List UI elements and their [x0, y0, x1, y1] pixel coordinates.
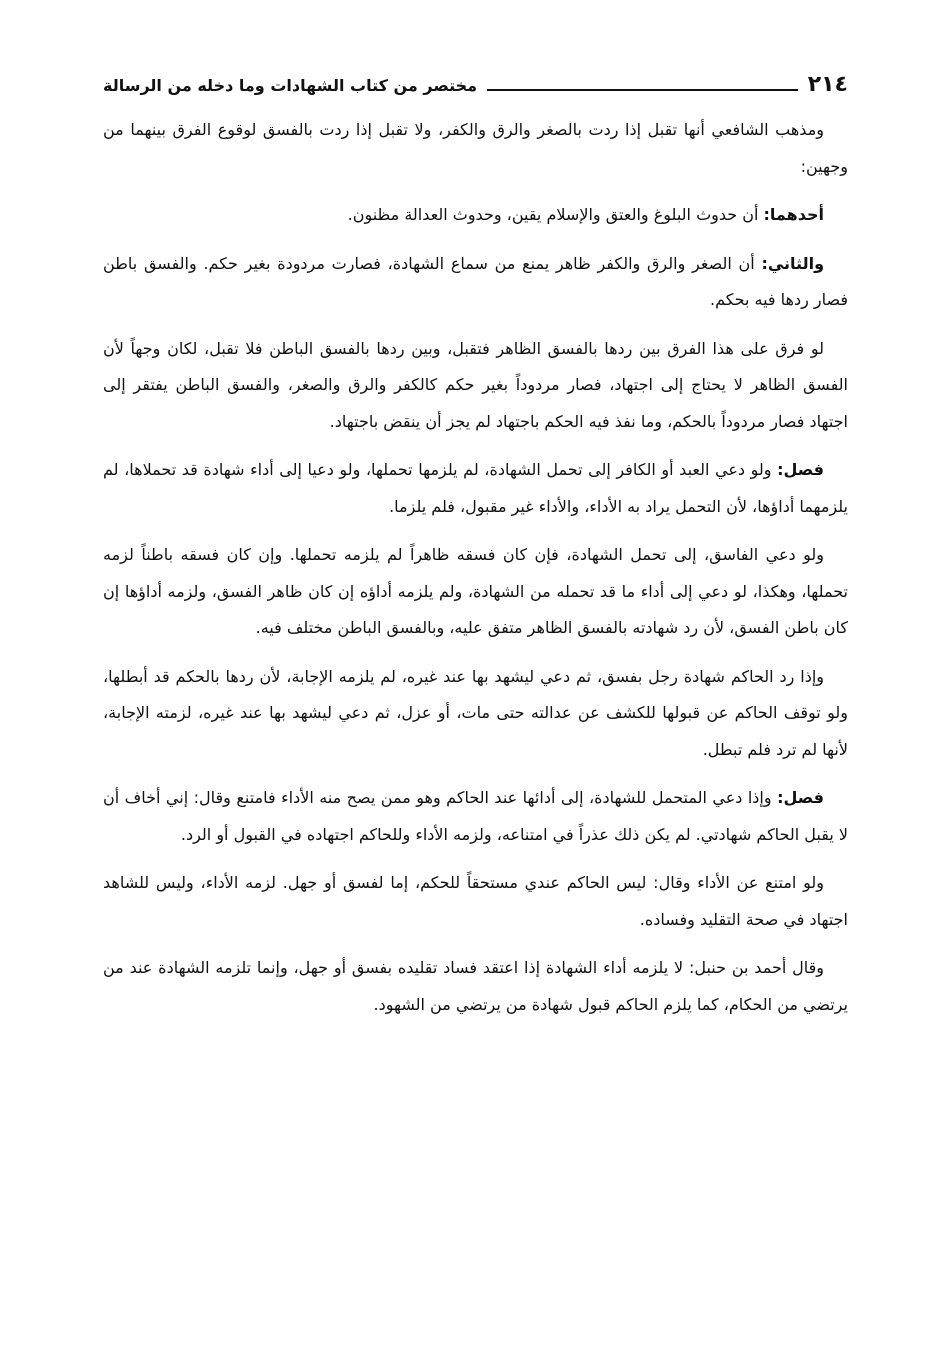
paragraph-text: ومذهب الشافعي أنها تقبل إذا ردت بالصغر والرق والكفر، ولا تقبل إذا ردت بالفسق لوقوع الفرق بينهما من وجهين: — [103, 120, 848, 176]
page-header — [103, 62, 848, 98]
header-rule — [487, 89, 798, 91]
paragraph-text: وإذا رد الحاكم شهادة رجل بفسق، ثم دعي ليشهد بها عند غيره، لم يلزمه الإجابة، لأن ردها بالحكم قد أبطلها، ولو توقف الحاكم عن قبولها للكشف عن عدالته حتى مات، أو عزل، ثم دعي ليشهد بها عند غيره، لزمته الإجابة، لأنها لم ترد فلم تبطل. — [103, 666, 848, 759]
lead-word: أحدهما: — [763, 205, 824, 224]
paragraph — [103, 112, 848, 185]
lead-word: فصل: — [777, 460, 825, 479]
paragraph — [103, 659, 848, 769]
lead-word: فصل: — [777, 788, 824, 807]
paragraph-text: وإذا دعي المتحمل للشهادة، إلى أدائها عند الحاكم وهو ممن يصح منه الأداء فامتنع وقال: إني أخاف أن لا يقبل الحاكم شهادتي. لم يكن ذلك عذراً في امتناعه، ولزمه الأداء وللحاكم اجتهاده في القبول أو الرد. — [103, 788, 848, 844]
paragraph — [103, 780, 848, 853]
paragraph — [103, 246, 848, 319]
page-number: ٢١٤ — [807, 72, 848, 97]
paragraph-text: ولو دعي العبد أو الكافر إلى تحمل الشهادة، لم يلزمها تحملها، ولو دعيا إلى أداء شهادة قد تحملاها، لم يلزمهما أداؤها، لأن التحمل يراد به الأداء، والأداء غير مقبول، فلم يلزما. — [103, 460, 848, 516]
paragraph-text: وقال أحمد بن حنبل: لا يلزمه أداء الشهادة إذا اعتقد فساد تقليده بفسق أو جهل، وإنما تلزمه الشهادة عند من يرتضي من الحكام، كما يلزم الحاكم قبول شهادة من يرتضي من الشهود. — [103, 958, 848, 1014]
paragraph — [103, 197, 848, 234]
paragraph-text: أن الصغر والرق والكفر ظاهر يمنع من سماع الشهادة، فصارت مردودة بغير حكم. والفسق باطن فصار ردها فيه بحكم. — [103, 253, 848, 309]
running-title: مختصر من كتاب الشهادات وما دخله من الرسالة — [103, 76, 478, 95]
body-text — [103, 112, 848, 1035]
paragraph-text: أن حدوث البلوغ والعتق والإسلام يقين، وحدوث العدالة مظنون. — [347, 205, 759, 224]
paragraph — [103, 331, 848, 441]
paragraph-text: ولو امتنع عن الأداء وقال: ليس الحاكم عندي مستحقاً للحكم، إما لفسق أو جهل. لزمه الأداء، وليس للشاهد اجتهاد في صحة التقليد وفساده. — [103, 873, 848, 929]
paragraph — [103, 452, 848, 525]
paragraph-text: ولو دعي الفاسق، إلى تحمل الشهادة، فإن كان فسقه ظاهراً لم يلزمه تحملها. وإن كان فسقه باطناً لزمه تحملها، وهكذا، لو دعي إلى أداء ما قد تحمله من الشهادة، ولم يلزمه أداؤه إن كان ظاهر الفسق، ولزمه أداؤها إن كان باطن الفسق، لأن رد شهادته بالفسق الظاهر متفق عليه، وبالفسق الباطن مختلف فيه. — [103, 545, 848, 637]
paragraph — [103, 865, 848, 938]
paragraph — [103, 537, 848, 647]
paragraph — [103, 950, 848, 1023]
paragraph-text: لو فرق على هذا الفرق بين ردها بالفسق الظاهر فتقبل، وبين ردها بالفسق الباطن فلا تقبل، لكان وجهاً لأن الفسق الظاهر لا يحتاج إلى اجتهاد، فصار مردوداً بغير حكم كالكفر والرق والصغر، والفسق الباطن يفتقر إلى اجتهاد فصار مردوداً بالحكم، وما نفذ فيه الحكم باجتهاد لم يجز أن ينقض باجتهاد. — [103, 338, 848, 431]
lead-word: والثاني: — [761, 253, 825, 273]
